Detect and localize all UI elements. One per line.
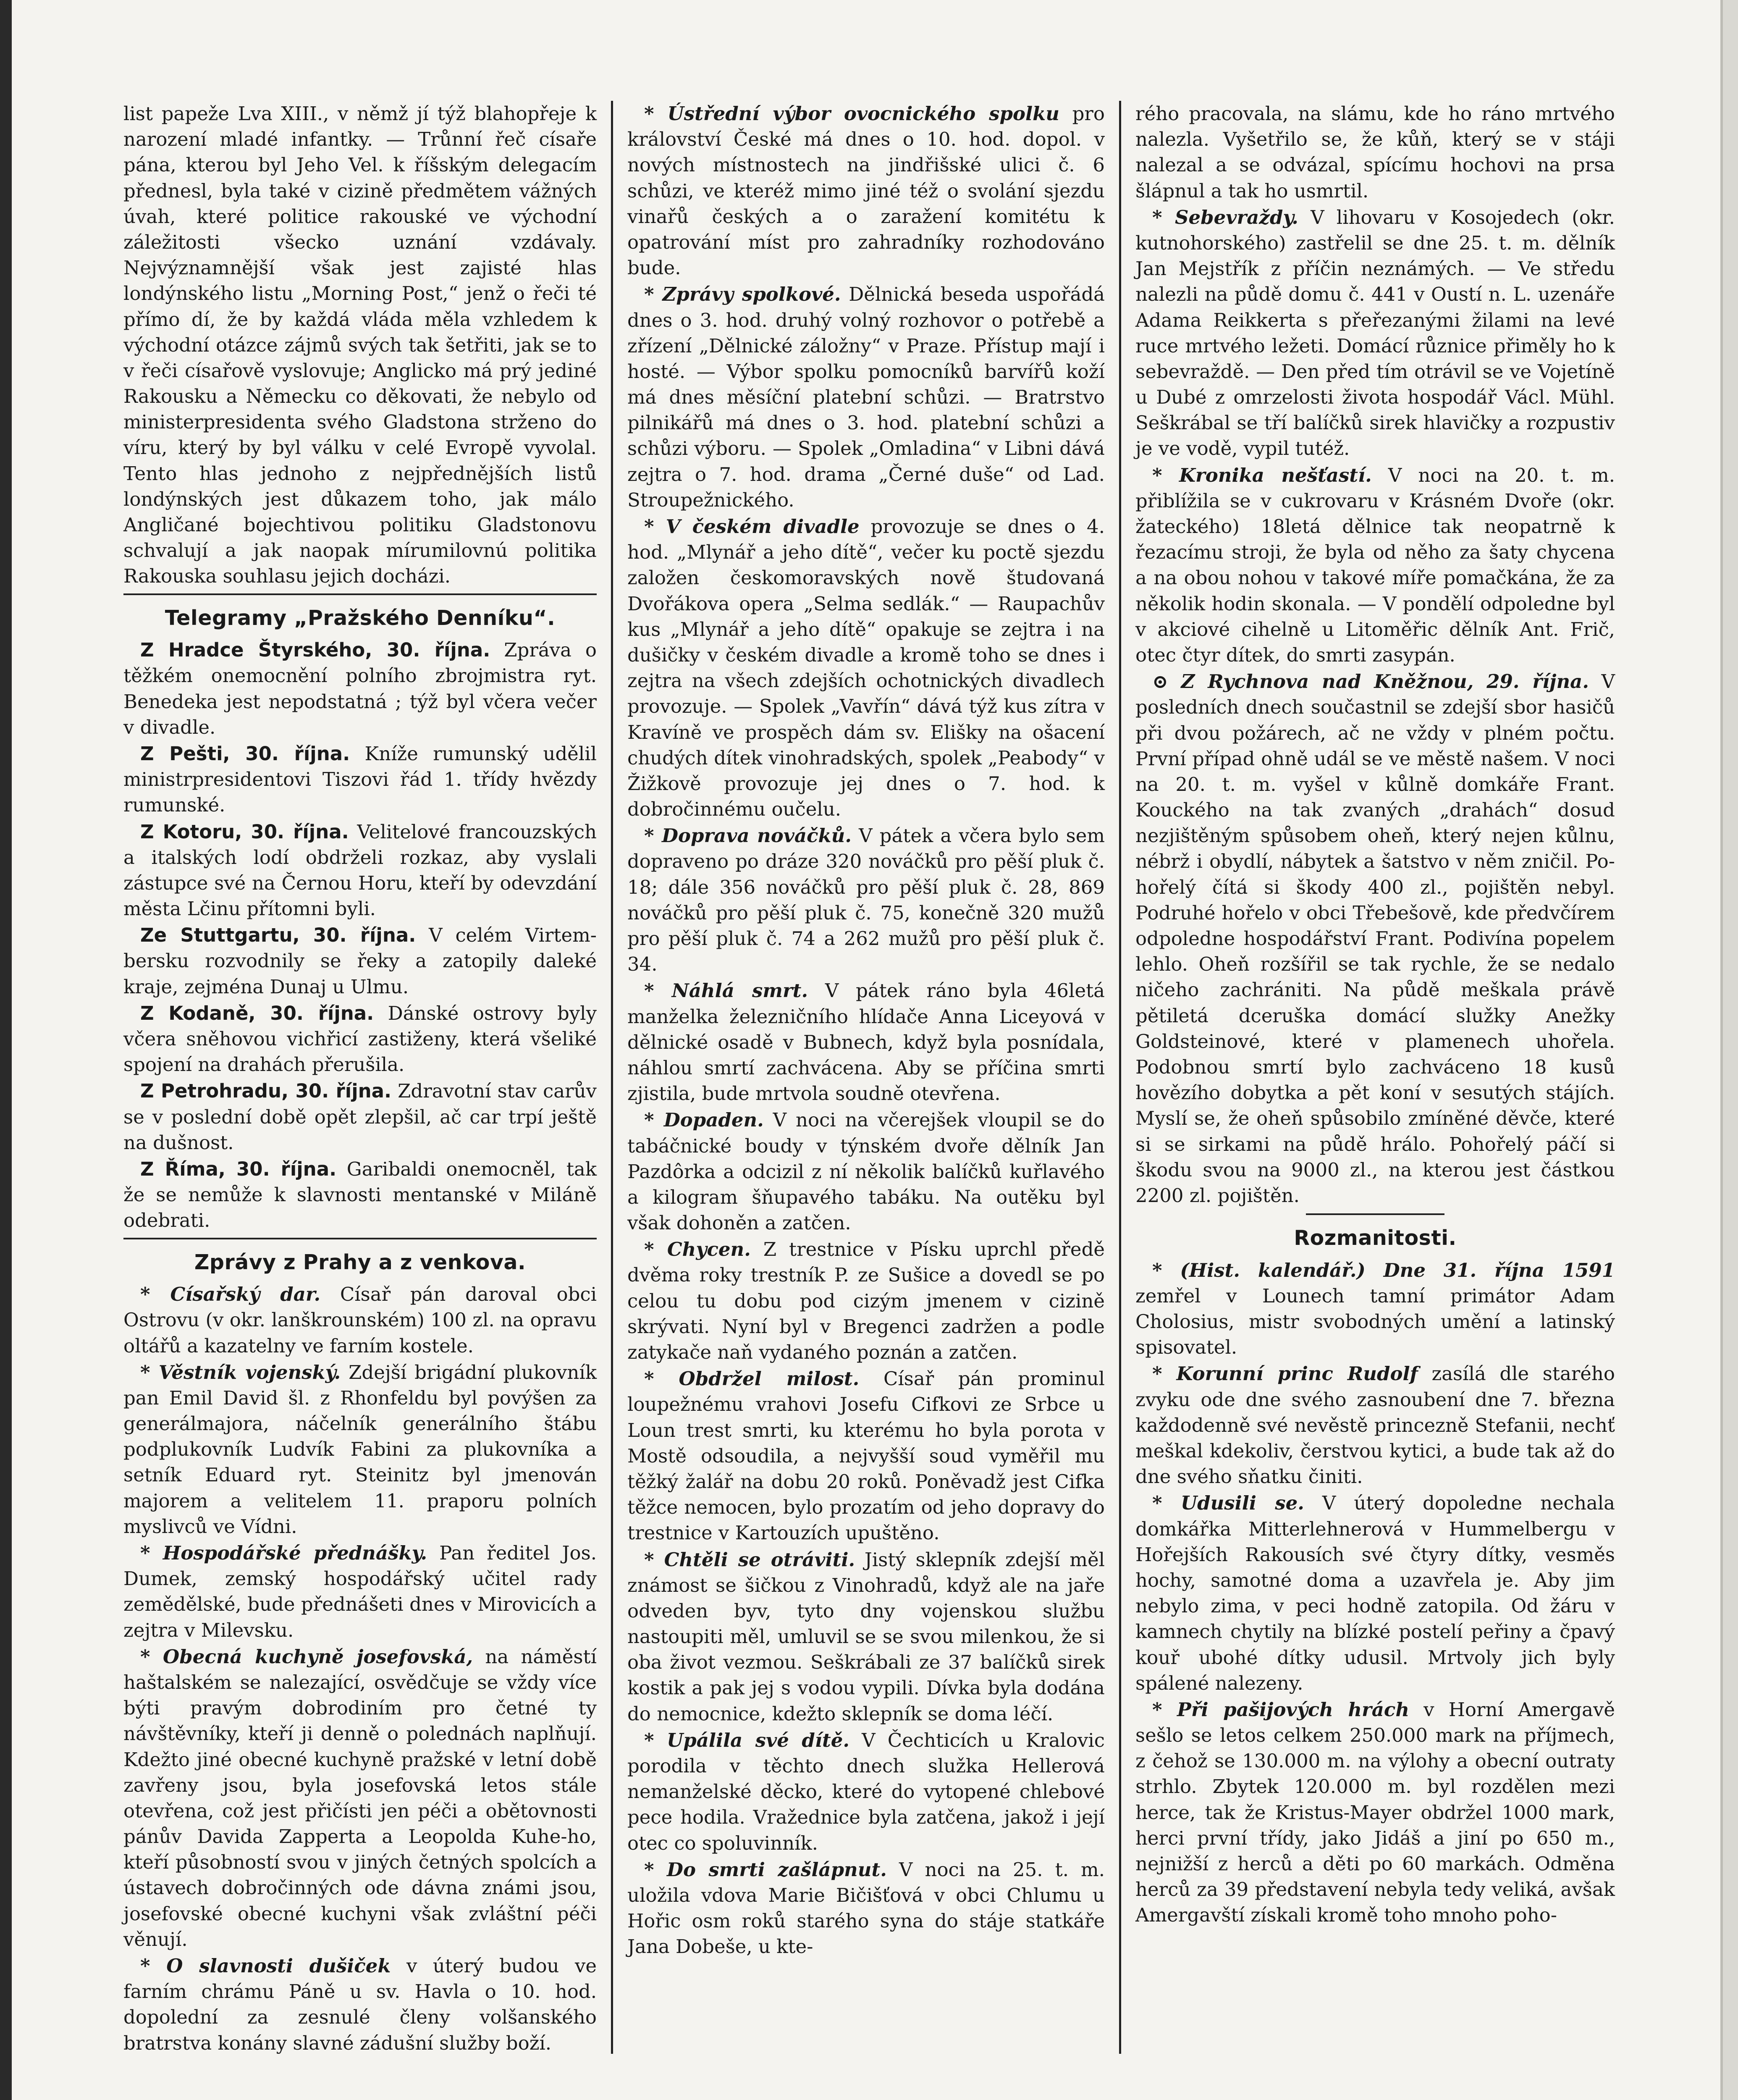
telegram-dateline: Z Petrohradu, 30. října. bbox=[140, 1080, 392, 1102]
news-text: Jistý sklepník zdejší měl známost se šičkou z Vinohradů, když ale na jaře odveden byv, tyto dny vojenskou službu nastoupiti měl, umluvil se se svou milenkou, že si oba život vezmou. Seškrábali ze 37 balíčků sirek kostik a pak jej s vodou vypili. Dívka byla dodána do nemocnice, kdežto sklepník se doma léčí. bbox=[627, 1548, 1105, 1725]
news-item bbox=[627, 1366, 1105, 1546]
telegram-item bbox=[123, 1078, 597, 1155]
news-keyword: * Při pašijových hrách bbox=[1152, 1698, 1410, 1721]
news-keyword: * Korunní princ Rudolf bbox=[1152, 1362, 1418, 1385]
telegram-item bbox=[123, 819, 597, 922]
news-text: Zdejší brigádní plukovník pan Emil David šl. z Rhonfeldu byl povýšen za generálmajora, náčelník generálního štábu podplukovník Ludvík Fabini za plukovníka a setník Eduard ryt. Steinitz byl jmenován majorem a velitelem 11. praporu polních myslivců ve Vídni. bbox=[123, 1361, 597, 1538]
telegram-item bbox=[123, 1000, 597, 1078]
telegram-text: Garibaldi onemocněl, tak že se nemůže k slavnosti mentanské v Miláně odebrati. bbox=[123, 1158, 597, 1232]
news-text: Pan ředitel Jos. Dumek, zemský hospodářský učitel rady zemědělské, bude přednášeti dnes v Mirovicích a zejtra v Milevsku. bbox=[123, 1542, 597, 1641]
telegram-dateline: Z Kodaně, 30. října. bbox=[140, 1002, 374, 1024]
news-text: Císař pán prominul loupežnému vrahovi Josefu Cifkovi ze Srbce u Loun trest smrti, ku kterému ho byla porota v Mostě odsoudila, a nejvyšší soud vyměřil mu těžký žalář na dobu 20 roků. Poněvadž jest Cifka těžce nemocen, bylo prozatím od jeho dopravy do trestnice v Kartouzích upuštěno. bbox=[627, 1368, 1105, 1544]
news-keyword: * Upálila své dítě. bbox=[644, 1729, 850, 1751]
news-keyword: * Hospodářské přednášky. bbox=[140, 1542, 427, 1564]
news-keyword: * Sebevraždy. bbox=[1152, 206, 1298, 228]
news-text: zasílá dle starého zvyku ode dne svého zasnoubení dne 7. března každodenně své nevěstě princezně Stefanii, nechť meškal kdekoliv, čerstvou kytici, a bude tak až do dne svého sňatku činiti. bbox=[1135, 1362, 1615, 1488]
news-keyword: * Náhlá smrt. bbox=[644, 979, 808, 1002]
news-text: zemřel v Lounech tamní primátor Adam Cholosius, mistr svobodných umění a latinský spisovatel. bbox=[1135, 1284, 1615, 1359]
news-item bbox=[1135, 1490, 1615, 1696]
news-item bbox=[627, 101, 1105, 281]
article-paragraph: list papeže Lva XIII., v němž jí týž blahopřeje k narození mladé infantky. — Trůnní řeč císaře pána, kterou byl Jeho Vel. k říšským delegacím přednesl, byla také v cizině předmětem vážných úvah, které politice rakouské ve východní záležitosti všecko uznání vzdávaly. Nejvýznamnější však jest zajisté hlas londýnského listu „Morning Post,“ jenž o řeči té přímo dí, že by každá vláda měla vzhledem k východní otázce zájmů svých tak šetřiti, jak se to v řeči císařově vyslovuje; Anglicko má prý jediné Rakousku a Německu co děkovati, že nebylo od ministerpresidenta svého Gladstona strženo do víru, který by byl válku v celé Evropě vyvolal. Tento hlas jednoho z nejpřednějších listů londýnských jest důkazem toho, jak málo Angličané bojechtivou politiku Gladstonovu schvalují a jak naopak mírumilovnú politika Rakouska souhlasu jejich docházi. bbox=[123, 102, 597, 588]
news-keyword: * Obecná kuchyně josefovská, bbox=[140, 1645, 473, 1668]
news-item bbox=[123, 1281, 597, 1359]
news-item bbox=[1135, 1257, 1615, 1360]
newspaper-page bbox=[109, 101, 1629, 2054]
scan-edge-right bbox=[1720, 0, 1738, 2100]
news-item bbox=[627, 1727, 1105, 1856]
news-text: V lihovaru v Kosojedech (okr. kutnohorského) zastřelil se dne 25. t. m. dělník Jan Mejstřík z příčin neznámých. — Ve středu nalezli na půdě domu č. 441 v Oustí n. L. uzenáře Adama Reikkerta s přeřezanými žilami na levé ruce mrtvého ležeti. Domácí různice přiměly ho k sebevraždě. — Den před tím otrávil se ve Vojetíně u Dubé z omrzelosti života hospodář Václ. Mühl. Seškrábal se tří balíčků sirek hlavičky a rozpustiv je ve vodě, vypil tutéž. bbox=[1135, 206, 1615, 460]
telegram-text: Zdravotní stav carův se v poslední době opět zlepšil, ač car trpí ještě na dušnost. bbox=[123, 1080, 597, 1154]
news-keyword: * Doprava nováčků. bbox=[644, 824, 852, 847]
news-item bbox=[627, 823, 1105, 977]
telegram-text: Kníže rumunský udělil ministrpresidentovi Tiszovi řád 1. třídy hvězdy rumunské. bbox=[123, 742, 597, 816]
news-text: V noci na 20. t. m. přiblížila se v cukrovaru v Krásném Dvoře (okr. žateckého) 18letá dělnice tak neopatrně k řezacímu stroji, že byla od něho za šaty chycena a na obou nohou v takové míře pomačkána, že za několik hodin skonala. — V pondělí odpoledne byl v akciové cihelně u Litoměřic dělník Ant. Frič, otec čtyr dítek, do smrti zasypán. bbox=[1135, 464, 1615, 666]
telegram-dateline: Z Pešti, 30. října. bbox=[140, 742, 350, 765]
news-item bbox=[627, 281, 1105, 513]
news-keyword: * Obdržel milost. bbox=[644, 1368, 860, 1390]
news-item bbox=[1135, 1697, 1615, 1928]
news-text: V pátek a včera bylo sem dopraveno po dráze 320 nováčků pro pěší pluk č. 18; dále 356 nováčků pro pěší pluk č. 28, 869 nováčků pro pěší pluk č. 75, konečně 320 mužů pro pěší pluk č. 74 a 262 mužů pro pěší pluk č. 34. bbox=[627, 824, 1105, 976]
news-text: V Čechticích u Kralovic porodila v těchto dnech služka Hellerová nemanželské děcko, které do vytopené chlebové pece hodila. Vražednice byla zatčena, jakož i její otec co spoluvinník. bbox=[627, 1729, 1105, 1854]
news-text: V pátek ráno byla 46letá manželka železničního hlídače Anna Liceyová v dělnické osadě v Bubnech, když byla posnídala, náhlou smrtí zachvácena. Aby se příčina smrti zjistila, bude mrtvola soudně otevřena. bbox=[627, 979, 1105, 1105]
telegram-item bbox=[123, 922, 597, 1000]
telegram-dateline: Z Říma, 30. října. bbox=[140, 1158, 337, 1180]
news-heading: Zprávy z Prahy a z venkova. bbox=[194, 1250, 526, 1274]
news-text: V noci na 25. t. m. uložila vdova Marie Bičišťová v obci Chlumu u Hořic osm roků starého syna do stáje statkáře Jana Dobeše, u kte- bbox=[627, 1858, 1105, 1958]
news-item bbox=[627, 1857, 1105, 1960]
news-text: V posledních dnech součastnil se zdejší sbor hasičů při dvou požárech, ač ne vždy v plném počtu. První případ ohně udál se ve městě našem. V noci na 20. t. m. vyšel v kůlně domkáře Frant. Kouckého na tak zvaných „drahách“ dosud nezjištěným spůsobem oheň, který nejen kůlnu, nébrž i obydlí, nábytek a šatstvo v něm zničil. Pohořelý čítá si škody 400 zl., pojištěn nebyl. Podruhé hořelo v obci Třebešově, kde předvčírem odpoledne hospodářství Frant. Podivína popelem lehlo. Oheň rozšířil se tak rychle, že se nedalo ničeho zachrániti. Na půdě meškala právě pětiletá dceruška domácí služky Anežky Goldsteinové, které v plamenech uhořela. Podobnou smrtí bylo zachváceno 18 kusů hovězího dobytka a pět koní v sesutých stájích. Myslí se, že oheň spůsobilo zmíněné děvče, které si se sirkami na půdě hrálo. Pohořelý páčí si škodu svou na 9000 zl., na kterou jest částkou 2200 zl. pojištěn. bbox=[1135, 670, 1615, 1207]
news-text: V úterý dopoledne nechala domkářka Mitterlehnerová v Hummelbergu v Hořejších Rakousích své čtyry dítky, vesměs hochy, samotné doma a uzavřela je. Aby jim nebylo zima, v peci hodně zatopila. Od žáru v kamnech chytily na blízké postelí peřiny a čpavý kouř ubohé dítky udusil. Mrtvoly jich byly spálené nalezeny. bbox=[1135, 1492, 1615, 1694]
telegram-dateline: Ze Stuttgartu, 30. října. bbox=[140, 924, 416, 947]
news-keyword: * V českém divadle bbox=[644, 515, 860, 538]
news-text: V noci na včerejšek vloupil se do tabáčnické boudy v týnském dvoře dělník Jan Pazdôrka a odcizil z ní několik balíčků kuřlavého a kilogram šňupavého tabáku. Na outěku byl však dohoněn a zatčen. bbox=[627, 1109, 1105, 1234]
column-2 bbox=[611, 101, 1121, 2054]
news-text: pro království České má dnes o 10. hod. dopol. v nových místnostech na jindřišské ulici č. 6 schůzi, ve kteréž mimo jiné též o svolání sjezdu vinařů českých a o zaražení komitétu k opatrování míst pro zahradníky rozhodováno bude. bbox=[627, 102, 1105, 279]
news-text: Z trestnice v Písku uprchl předě dvěma roky trestník P. ze Sušice a dovedl se po celou tu dobu pod cizým jmenem v cizině skrývati. Nyní byl v Bregenci zadržen a podle zatykače naň vydaného poznán a zatčen. bbox=[627, 1238, 1105, 1363]
telegram-text: Velitelové francouzských a italských lodí obdrželi rozkaz, aby vyslali zástupce své na Černou Horu, kteří by odevzdání města Lčinu přítomni byli. bbox=[123, 820, 597, 920]
news-item bbox=[627, 1107, 1105, 1236]
telegram-text: Dánské ostrovy byly včera sněhovou vichřicí zastiženy, která všeliké spojení na drahách přerušila. bbox=[123, 1002, 597, 1076]
news-keyword: * Kronika nešťastí. bbox=[1152, 464, 1372, 486]
news-text: v Horní Amergavě sešlo se letos celkem 250.000 mark na příjmech, z čehož se 130.000 m. na výlohy a obecní outraty strhlo. Zbytek 120.000 m. byl rozdělen mezi herce, tak že Kristus-Mayer obdržel 1000 mark, herci první třídy, jako Jidáš a jiní po 650 m., nejnižší z herců a děti po 60 markách. Odměna herců za 39 představení nebyla tedy veliká, avšak Amergavští získali kromě toho mnoho poho- bbox=[1135, 1698, 1615, 1927]
news-keyword: * Ústřední výbor ovocnického spolku bbox=[644, 102, 1059, 125]
news-keyword: * Chycen. bbox=[644, 1238, 751, 1261]
miscellany-heading: Rozmanitosti. bbox=[1294, 1226, 1457, 1250]
telegram-item bbox=[123, 741, 597, 818]
column-3 bbox=[1121, 101, 1629, 2054]
news-item bbox=[1135, 462, 1615, 668]
news-keyword: * Chtěli se otráviti. bbox=[644, 1548, 855, 1571]
news-text: v úterý budou ve farním chrámu Páně u sv. Havla o 10. hod. dopolední za zesnulé členy volšanského bratrstva konány slavné zádušní služby boží. bbox=[123, 1955, 597, 2054]
news-keyword: * Do smrti zašlápnut. bbox=[644, 1858, 887, 1881]
news-text: provozuje se dnes o 4. hod. „Mlynář a jeho dítě“, večer ku poctě sjezdu založen českomoravských nově študovaná Dvořákova opera „Selma sedlák.“ — Raupachův kus „Mlynář a jeho dítě“ opakuje se zejtra i na dušičky v českém divadle a kromě toho se dnes i zejtra na všech zdejších ochotnických divadlech provozuje. — Spolek „Vavřín“ dává týž kus zítra v Kravíně ve prospěch dám sv. Elišky na ošacení chudých dítek vinohradských, spolek „Peabody“ v Žižkově provozuje jej dnes o 7. hod. k dobročinnému oučelu. bbox=[627, 515, 1105, 821]
news-item bbox=[123, 1953, 597, 2054]
news-item bbox=[627, 978, 1105, 1106]
news-keyword: ⊙ Z Rychnova nad Kněžnou, 29. října. bbox=[1152, 670, 1589, 693]
news-item bbox=[627, 1236, 1105, 1365]
news-item bbox=[1135, 205, 1615, 462]
news-text: Císař pán daroval obci Ostrovu (v okr. lanškrounském) 100 zl. na opravu oltářů a kazatelny ve farním kostele. bbox=[123, 1283, 597, 1357]
news-text: na náměstí haštalském se nalezající, osvědčuje se vždy více býti pravým dobrodiním pro četné ty návštěvníky, kteří ji denně o polednách naplňují. Kdežto jiné obecné kuchyně pražské v letní době zavřeny jsou, byla josefovská letos stále otevřena, což jest přičísti jen péči a obětovnosti pánův Davida Zapperta a Leopolda Kuhe-ho, kteří působností svou v jiných četných spolcích a ústavech dobročinných ode dávna známi jsou, josefovské obecné kuchyni však zvláštní péči věnují. bbox=[123, 1645, 597, 1950]
telegram-dateline: Z Hradce Štyrského, 30. října. bbox=[140, 639, 490, 662]
news-keyword: * Císařský dar. bbox=[140, 1283, 321, 1306]
telegram-text: Zpráva o těžkém onemocnění polního zbrojmistra ryt. Benedeka jest nepodstatná ; týž byl včera večer v divadle. bbox=[123, 639, 597, 738]
scan-edge-left bbox=[0, 0, 12, 2100]
news-keyword: * O slavnosti dušiček bbox=[140, 1955, 391, 1977]
article-paragraph: rého pracovala, na slámu, kde ho ráno mrtvého nalezla. Vyšetřilo se, že kůň, který se v stáji nalezal a se odvázal, spícímu hochovi na prsa šlápnul a tak ho usmrtil. bbox=[1135, 102, 1615, 202]
telegram-heading: Telegramy „Pražského Denníku“. bbox=[165, 606, 556, 630]
column-1 bbox=[109, 101, 611, 2054]
news-item bbox=[123, 1644, 597, 1952]
telegram-item bbox=[123, 637, 597, 740]
news-keyword: * Zprávy spolkové. bbox=[644, 283, 841, 306]
section-divider bbox=[123, 593, 597, 595]
news-keyword: * Věstník vojenský. bbox=[140, 1361, 341, 1383]
section-divider bbox=[123, 1238, 597, 1239]
news-item bbox=[627, 514, 1105, 822]
news-keyword: * (Hist. kalendář.) Dne 31. října 1591 bbox=[1152, 1259, 1615, 1281]
telegram-item bbox=[123, 1156, 597, 1234]
section-divider bbox=[1306, 1213, 1444, 1215]
news-item bbox=[123, 1360, 597, 1539]
telegram-text: V celém Virtembersku rozvodnily se řeky a zatopily daleké kraje, zejména Dunaj u Ulmu. bbox=[123, 924, 597, 998]
news-item bbox=[1135, 669, 1615, 1208]
news-item bbox=[123, 1540, 597, 1643]
news-keyword: * Dopaden. bbox=[644, 1109, 764, 1131]
news-item bbox=[1135, 1361, 1615, 1489]
news-keyword: * Udusili se. bbox=[1152, 1492, 1304, 1515]
news-text: Dělnická beseda uspořádá dnes o 3. hod. druhý volný rozhovor o potřebě a zřízení „Dělnické záložny“ v Praze. Přístup mají i hosté. — Výbor spolku pomocníků barvířů koží má dnes měsíční platební schůzi. — Bratrstvo pilnikářů má dnes o 3. hod. platební schůzi a schůzi výboru. — Spolek „Omladina“ v Libni dává zejtra o 7. hod. drama „Černé duše“ od Lad. Stroupežnického. bbox=[627, 283, 1105, 511]
news-item bbox=[627, 1547, 1105, 1727]
telegram-dateline: Z Kotoru, 30. října. bbox=[140, 820, 349, 843]
